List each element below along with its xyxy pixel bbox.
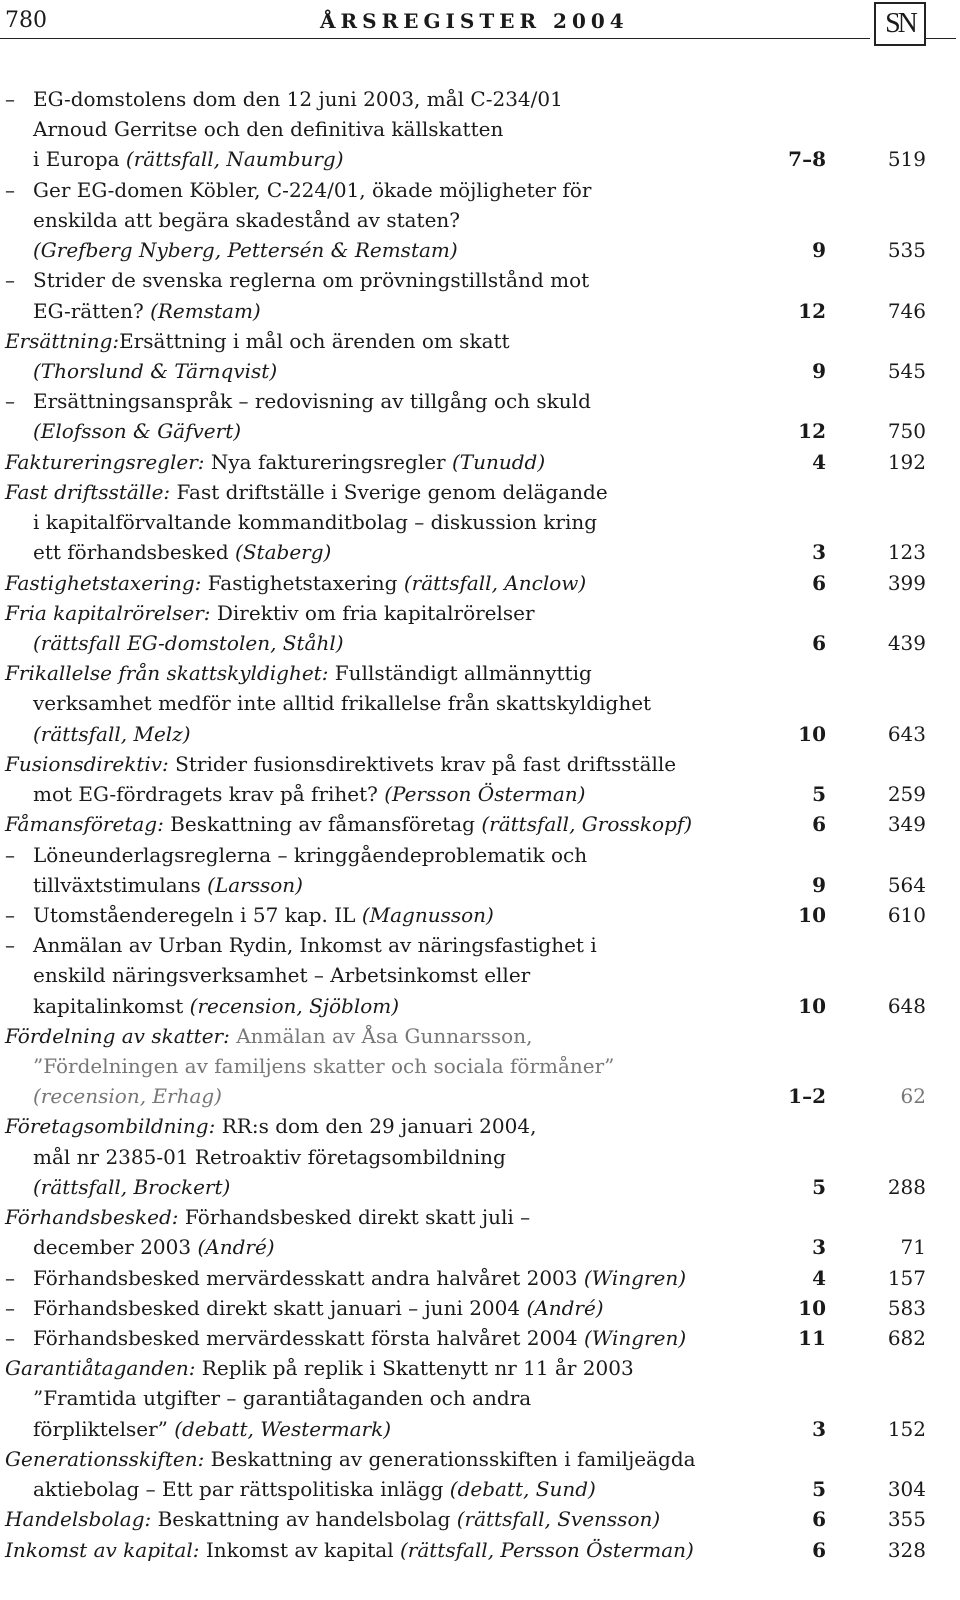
entry-text xyxy=(5,326,510,356)
entry-text xyxy=(33,84,563,114)
page-reference: 583 xyxy=(887,1295,926,1320)
entry-title: Förhandsbesked direkt skatt januari – juni 2004 xyxy=(33,1295,527,1320)
index-keyword: Faktureringsregler: xyxy=(5,449,205,474)
index-line xyxy=(0,1232,960,1262)
entry-text xyxy=(33,1293,604,1323)
page-reference: 519 xyxy=(887,147,926,172)
entry-title: förpliktelser” xyxy=(33,1416,175,1441)
entry-author: (Grefberg Nyberg, Pettersén & Remstam) xyxy=(33,238,458,263)
index-line xyxy=(0,1504,960,1534)
entry-text xyxy=(33,1081,222,1111)
issue-number: 3 xyxy=(812,1235,826,1260)
entry-title: ”Fördelningen av familjens skatter och sociala förmåner” xyxy=(33,1054,615,1079)
index-line xyxy=(0,870,960,900)
index-keyword: Fusionsdirektiv: xyxy=(5,751,169,776)
issue-number: 5 xyxy=(812,782,826,807)
entry-title: ”Framtida utgifter – garantiåtaganden och andra xyxy=(33,1386,532,1411)
index-line xyxy=(0,900,960,930)
entry-title: Fullständigt allmännyttig xyxy=(328,661,592,686)
entry-text xyxy=(33,1232,275,1262)
issue-number: 1–2 xyxy=(788,1084,826,1109)
page-reference: 349 xyxy=(887,812,926,837)
entry-text xyxy=(33,840,587,870)
entry-title: Beskattning av handelsbolag xyxy=(151,1507,457,1532)
page-reference: 62 xyxy=(900,1084,926,1109)
index-line xyxy=(0,658,960,688)
entry-title: Replik på replik i Skattenytt nr 11 år 2003 xyxy=(195,1356,634,1381)
index-line xyxy=(0,930,960,960)
entry-title: Nya faktureringsregler xyxy=(204,449,452,474)
entry-text xyxy=(5,447,545,477)
entry-author: (rättsfall, Naumburg) xyxy=(125,147,344,172)
index-line xyxy=(0,1081,960,1111)
entry-title: Förhandsbesked direkt skatt juli – xyxy=(178,1205,531,1230)
index-keyword: Generationsskiften: xyxy=(5,1446,205,1471)
entry-author: (André) xyxy=(526,1295,604,1320)
page-reference: 439 xyxy=(887,630,926,655)
page-reference: 192 xyxy=(887,449,926,474)
entry-text xyxy=(5,749,676,779)
entry-title: enskild näringsverksamhet – Arbetsinkomst eller xyxy=(33,963,531,988)
entry-author: (Larsson) xyxy=(207,872,303,897)
index-keyword: Frikallelse från skattskyldighet: xyxy=(5,661,329,686)
entry-text xyxy=(5,598,535,628)
entry-text xyxy=(33,1383,531,1413)
index-line xyxy=(0,326,960,356)
entry-title: RR:s dom den 29 januari 2004, xyxy=(215,1114,537,1139)
entry-text xyxy=(33,1474,596,1504)
dash-marker: – xyxy=(5,389,15,414)
entry-text xyxy=(5,1202,530,1232)
entry-title: Direktiv om fria kapitalrörelser xyxy=(210,600,535,625)
dash-marker: – xyxy=(5,1295,15,1320)
entry-title: Utomståenderegeln i 57 kap. IL xyxy=(33,902,362,927)
entry-text xyxy=(33,114,503,144)
entry-author: (Tunudd) xyxy=(451,449,546,474)
issue-number: 3 xyxy=(812,1416,826,1441)
entry-text xyxy=(33,205,460,235)
entry-text xyxy=(33,386,591,416)
entry-author: (Elofsson & Gäfvert) xyxy=(33,419,242,444)
entry-author: (rättsfall EG-domstolen, Ståhl) xyxy=(33,630,344,655)
page-reference: 564 xyxy=(887,872,926,897)
entry-author: (rättsfall, Grosskopf) xyxy=(481,812,693,837)
entry-text xyxy=(5,1444,696,1474)
issue-number: 5 xyxy=(812,1477,826,1502)
entry-text xyxy=(5,1021,532,1051)
entry-text xyxy=(33,779,585,809)
index-line xyxy=(0,1202,960,1232)
entry-text xyxy=(33,930,597,960)
entry-author: (Thorslund & Tärnqvist) xyxy=(33,358,278,383)
page-reference: 399 xyxy=(887,570,926,595)
entry-title: mål nr 2385-01 Retroaktiv företagsombildning xyxy=(33,1144,506,1169)
entry-author: (Wingren) xyxy=(583,1265,687,1290)
entry-author: (debatt, Sund) xyxy=(449,1477,596,1502)
issue-number: 9 xyxy=(812,358,826,383)
entry-text xyxy=(33,1051,614,1081)
index-line xyxy=(0,749,960,779)
entry-title: aktiebolag – Ett par rättspolitiska inlägg xyxy=(33,1477,450,1502)
issue-number: 9 xyxy=(812,238,826,263)
page-reference: 123 xyxy=(887,540,926,565)
entry-title: EG-domstolens dom den 12 juni 2003, mål C-234/01 xyxy=(33,87,563,111)
entry-text xyxy=(33,235,458,265)
entry-text xyxy=(33,175,591,205)
index-line xyxy=(0,84,960,114)
issue-number: 10 xyxy=(798,721,826,746)
index-keyword: Fördelning av skatter: xyxy=(5,1023,230,1048)
index-line xyxy=(0,1535,960,1565)
issue-number: 5 xyxy=(812,1174,826,1199)
index-line xyxy=(0,1353,960,1383)
index-line xyxy=(0,1474,960,1504)
entry-title: Arnoud Gerritse och den definitiva källskatten xyxy=(33,117,504,142)
entry-author: (rättsfall, Melz) xyxy=(33,721,191,746)
index-line xyxy=(0,809,960,839)
entry-title: Ersättning i mål och ärenden om skatt xyxy=(119,328,510,353)
entry-text xyxy=(33,537,331,567)
index-line xyxy=(0,1051,960,1081)
index-line xyxy=(0,114,960,144)
issue-number: 10 xyxy=(798,902,826,927)
entry-title: tillväxtstimulans xyxy=(33,872,208,897)
entry-author: (Remstam) xyxy=(150,298,261,323)
entry-text xyxy=(33,900,494,930)
entry-text xyxy=(33,628,344,658)
entry-text xyxy=(5,477,608,507)
index-line xyxy=(0,144,960,174)
entry-title: Strider fusionsdirektivets krav på fast driftsställe xyxy=(168,751,677,776)
index-line xyxy=(0,1142,960,1172)
entry-title: Strider de svenska reglerna om prövningstillstånd mot xyxy=(33,268,590,293)
index-line xyxy=(0,356,960,386)
entry-text xyxy=(33,356,277,386)
issue-number: 10 xyxy=(798,1295,826,1320)
index-line xyxy=(0,1021,960,1051)
dash-marker: – xyxy=(5,268,15,293)
entry-text xyxy=(5,1504,660,1534)
index-line xyxy=(0,1414,960,1444)
index-keyword: Företagsombildning: xyxy=(5,1114,216,1139)
index-line xyxy=(0,175,960,205)
page-reference: 643 xyxy=(887,721,926,746)
entry-title: ett förhandsbesked xyxy=(33,540,236,565)
entry-text xyxy=(33,960,530,990)
index-line xyxy=(0,1111,960,1141)
issue-number: 12 xyxy=(798,419,826,444)
entry-text xyxy=(33,1263,686,1293)
entry-title: december 2003 xyxy=(33,1235,198,1260)
index-line xyxy=(0,598,960,628)
entry-text xyxy=(5,809,692,839)
issue-number: 7–8 xyxy=(788,147,826,172)
page-number: 780 xyxy=(5,8,47,33)
index-line xyxy=(0,386,960,416)
index-line xyxy=(0,416,960,446)
page-reference: 157 xyxy=(887,1265,926,1290)
issue-number: 6 xyxy=(812,570,826,595)
index-line xyxy=(0,1383,960,1413)
entry-author: (André) xyxy=(197,1235,275,1260)
index-line xyxy=(0,1293,960,1323)
dash-marker: – xyxy=(5,933,15,958)
entry-title: verksamhet medför inte alltid frikallelse från skattskyldighet xyxy=(33,691,652,716)
entry-title: Fastighetstaxering xyxy=(201,570,404,595)
index-keyword: Garantiåtaganden: xyxy=(5,1356,196,1381)
page-reference: 610 xyxy=(887,902,926,927)
issue-number: 3 xyxy=(812,540,826,565)
issue-number: 6 xyxy=(812,630,826,655)
page-header xyxy=(0,0,960,48)
index-line xyxy=(0,1323,960,1353)
index-keyword: Fria kapitalrörelser: xyxy=(5,600,211,625)
page-reference: 355 xyxy=(887,1507,926,1532)
entry-text xyxy=(5,1353,634,1383)
entry-title: Fast driftställe i Sverige genom delägande xyxy=(170,479,608,504)
index-line xyxy=(0,235,960,265)
entry-text xyxy=(5,658,592,688)
entry-title: kapitalinkomst xyxy=(33,993,190,1018)
index-line xyxy=(0,840,960,870)
entry-text xyxy=(33,719,191,749)
entry-text xyxy=(33,1172,230,1202)
index-keyword: Fåmansföretag: xyxy=(5,812,164,837)
issue-number: 6 xyxy=(812,1537,826,1562)
entry-text xyxy=(33,1323,686,1353)
entry-text xyxy=(33,870,303,900)
index-line xyxy=(0,1444,960,1474)
entry-text xyxy=(33,1414,391,1444)
entry-author: (rättsfall, Brockert) xyxy=(33,1174,231,1199)
index-keyword: Fast driftsställe: xyxy=(5,479,171,504)
page-reference: 152 xyxy=(887,1416,926,1441)
dash-marker: – xyxy=(5,1265,15,1290)
index-line xyxy=(0,265,960,295)
issue-number: 11 xyxy=(798,1326,826,1351)
entry-title: Löneunderlagsreglerna – kringgåendeproblematik och xyxy=(33,842,588,867)
issue-number: 4 xyxy=(812,449,826,474)
page-reference: 288 xyxy=(887,1174,926,1199)
entry-text xyxy=(33,507,597,537)
entry-text xyxy=(5,1111,536,1141)
entry-title: enskilda att begära skadestånd av staten? xyxy=(33,207,461,232)
entry-title: Förhandsbesked mervärdesskatt första halvåret 2004 xyxy=(33,1326,584,1351)
entry-title: mot EG-fördragets krav på frihet? xyxy=(33,782,385,807)
entry-title: Beskattning av generationsskiften i familjeägda xyxy=(204,1446,696,1471)
page-reference: 648 xyxy=(887,993,926,1018)
entry-text xyxy=(33,265,589,295)
index-keyword: Handelsbolag: xyxy=(5,1507,152,1532)
dash-marker: – xyxy=(5,902,15,927)
index-line xyxy=(0,1263,960,1293)
entry-author: (rättsfall, Anclow) xyxy=(403,570,587,595)
page-reference: 746 xyxy=(887,298,926,323)
index-keyword: Ersättning: xyxy=(5,328,120,353)
index-line xyxy=(0,779,960,809)
index-line xyxy=(0,688,960,718)
entry-text xyxy=(33,688,651,718)
issue-number: 12 xyxy=(798,298,826,323)
page-reference: 71 xyxy=(900,1235,926,1260)
index-line xyxy=(0,447,960,477)
page-reference: 328 xyxy=(887,1537,926,1562)
index-line xyxy=(0,568,960,598)
index-keyword: Inkomst av kapital: xyxy=(5,1537,200,1562)
issue-number: 6 xyxy=(812,812,826,837)
entry-text xyxy=(33,144,344,174)
index-line xyxy=(0,477,960,507)
entry-title: Ersättningsanspråk – redovisning av tillgång och skuld xyxy=(33,389,591,414)
entry-author: (rättsfall, Persson Österman) xyxy=(399,1537,694,1562)
entry-title: Förhandsbesked mervärdesskatt andra halvåret 2003 xyxy=(33,1265,584,1290)
index-line xyxy=(0,1172,960,1202)
entry-author: (rättsfall, Svensson) xyxy=(456,1507,661,1532)
issue-number: 9 xyxy=(812,872,826,897)
dash-marker: – xyxy=(5,842,15,867)
running-head: ÅRSREGISTER 2004 xyxy=(320,9,629,33)
entry-title: Inkomst av kapital xyxy=(199,1537,400,1562)
index-line xyxy=(0,205,960,235)
entry-text xyxy=(33,1142,506,1172)
entry-text xyxy=(5,568,586,598)
entry-title: Ger EG-domen Köbler, C-224/01, ökade möjligheter för xyxy=(33,177,592,202)
entry-author: (Wingren) xyxy=(584,1326,687,1351)
page-reference: 545 xyxy=(887,358,926,383)
entry-title: i kapitalförvaltande kommanditbolag – diskussion kring xyxy=(33,510,598,535)
entry-text xyxy=(33,416,241,446)
index-line xyxy=(0,960,960,990)
index-keyword: Förhandsbesked: xyxy=(5,1205,179,1230)
entry-author: (Staberg) xyxy=(235,540,332,565)
index-line xyxy=(0,991,960,1021)
index-line xyxy=(0,507,960,537)
index-line xyxy=(0,296,960,326)
page-reference: 535 xyxy=(887,238,926,263)
header-rule xyxy=(0,38,870,39)
page-reference: 304 xyxy=(887,1477,926,1502)
header-rule-tail xyxy=(926,38,956,39)
entry-title: Anmälan av Urban Rydin, Inkomst av näringsfastighet i xyxy=(33,933,597,958)
index-line xyxy=(0,628,960,658)
page-reference: 682 xyxy=(887,1326,926,1351)
dash-marker: – xyxy=(5,87,15,111)
entry-author: (recension, Sjöblom) xyxy=(189,993,400,1018)
entry-author: (Magnusson) xyxy=(361,902,494,927)
entry-title: Beskattning av fåmansföretag xyxy=(163,812,482,837)
issue-number: 6 xyxy=(812,1507,826,1532)
index-line xyxy=(0,719,960,749)
index-line xyxy=(0,537,960,567)
dash-marker: – xyxy=(5,177,15,202)
issue-number: 10 xyxy=(798,993,826,1018)
entry-text xyxy=(33,991,399,1021)
dash-marker: – xyxy=(5,1326,15,1351)
page-reference: 750 xyxy=(887,419,926,444)
entry-author: (Persson Österman) xyxy=(384,782,586,807)
page-reference: 259 xyxy=(887,782,926,807)
sn-logo: SN xyxy=(874,2,926,46)
entry-title: Anmälan av Åsa Gunnarsson, xyxy=(229,1023,533,1048)
entry-title: EG-rätten? xyxy=(33,298,151,323)
entry-text xyxy=(33,296,261,326)
entry-title: i Europa xyxy=(33,147,126,172)
entry-text xyxy=(5,1535,694,1565)
issue-number: 4 xyxy=(812,1265,826,1290)
entry-author: (recension, Erhag) xyxy=(33,1084,222,1109)
index-keyword: Fastighetstaxering: xyxy=(5,570,202,595)
entry-author: (debatt, Westermark) xyxy=(174,1416,392,1441)
